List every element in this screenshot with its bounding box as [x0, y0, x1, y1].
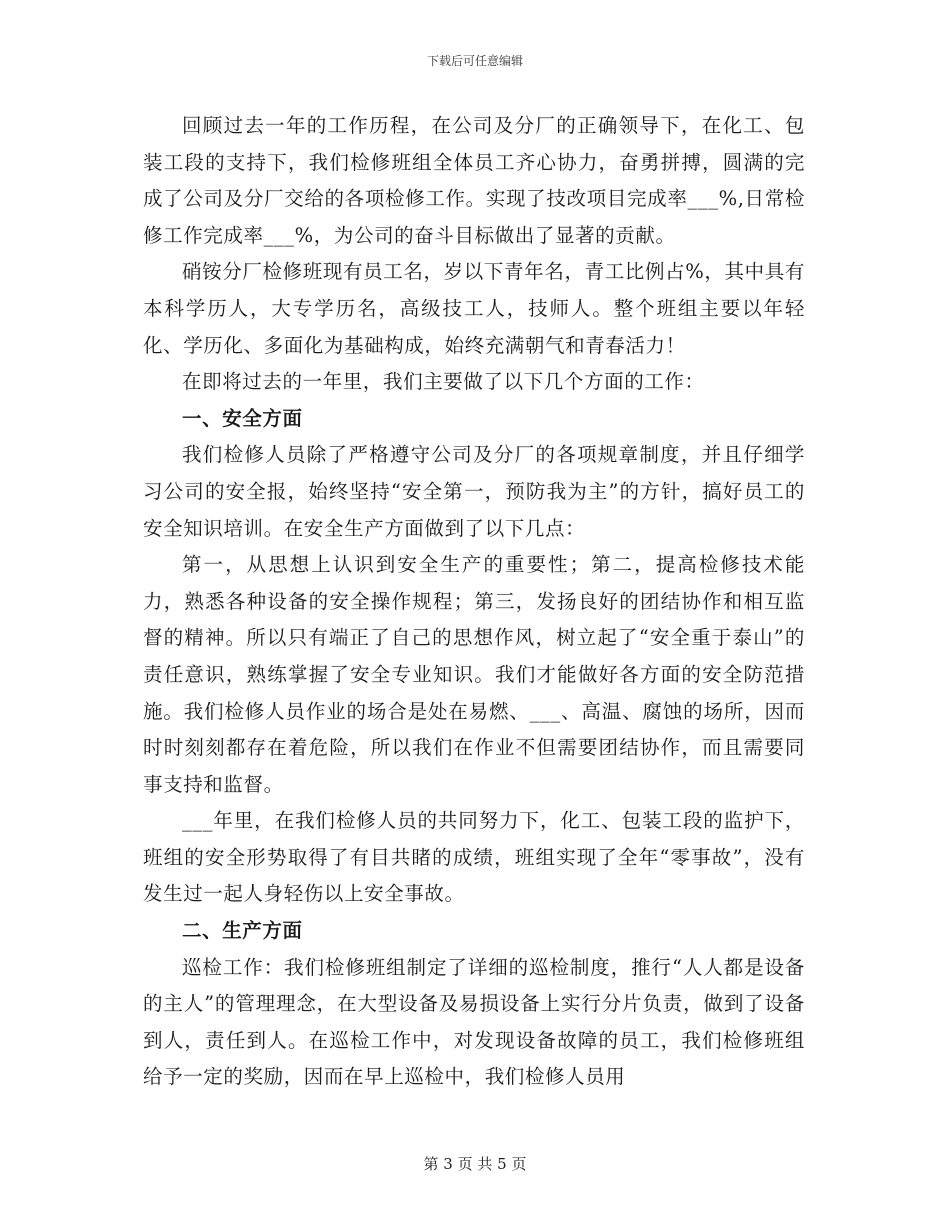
page-header: 下载后可任意编辑 — [426, 54, 523, 68]
page-number: 第 3 页 共 5 页 — [423, 1155, 527, 1173]
paragraph-safety-points: 第一，从思想上认识到安全生产的重要性；第二，提高检修技术能力，熟悉各种设备的安全操作规程；第三，发扬良好的团结协作和相互监督的精神。所以只有端正了自己的思想作风，树立起了“安全重于泰山”的责任意识，熟练掌握了安全专业知识。我们才能做好各方面的安全防范措施。我们检修人员作业的场合是处在易燃、___、高温、腐蚀的场所，因而时时刻刻都存在着危险，所以我们在作业不但需要团结协作，而且需要同事支持和监督。 — [143, 553, 805, 796]
paragraph-safety-rules: 我们检修人员除了严格遵守公司及分厂的各项规章制度，并且仔细学习公司的安全报，始终坚持“安全第一，预防我为主”的方针，搞好员工的安全知识培训。在安全生产方面做到了以下几点： — [143, 443, 805, 540]
paragraph-safety-result: ___年里，在我们检修人员的共同努力下，化工、包装工段的监护下，班组的安全形势取得了有目共睹的成绩，班组实现了全年“零事故”，没有发生过一起人身轻伤以上安全事故。 — [143, 809, 805, 906]
paragraph-review: 回顾过去一年的工作历程，在公司及分厂的正确领导下，在化工、包装工段的支持下，我们检修班组全体员工齐心协力，奋勇拼搏，圆满的完成了公司及分厂交给的各项检修工作。实现了技改项目完成率___%,日常检修工作完成率___%，为公司的奋斗目标做出了显著的贡献。 — [143, 114, 805, 247]
paragraph-inspection: 巡检工作：我们检修班组制定了详细的巡检制度，推行“人人都是设备的主人”的管理理念，在大型设备及易损设备上实行分片负责，做到了设备到人，责任到人。在巡检工作中，对发现设备故障的员工，我们检修班组给予一定的奖励，因而在早上巡检中，我们检修人员用 — [143, 955, 805, 1089]
section-heading-production: 二、生产方面 — [182, 919, 303, 943]
document-body — [143, 108, 805, 1096]
section-heading-safety: 一、安全方面 — [182, 406, 303, 430]
paragraph-team-profile: 硝铵分厂检修班现有员工名，岁以下青年名，青工比例占%，其中具有本科学历人，大专学历名，高级技工人，技师人。整个班组主要以年轻化、学历化、多面化为基础构成，始终充满朝气和青春活力！ — [143, 260, 805, 357]
paragraph-intro: 在即将过去的一年里，我们主要做了以下几个方面的工作： — [182, 370, 705, 394]
